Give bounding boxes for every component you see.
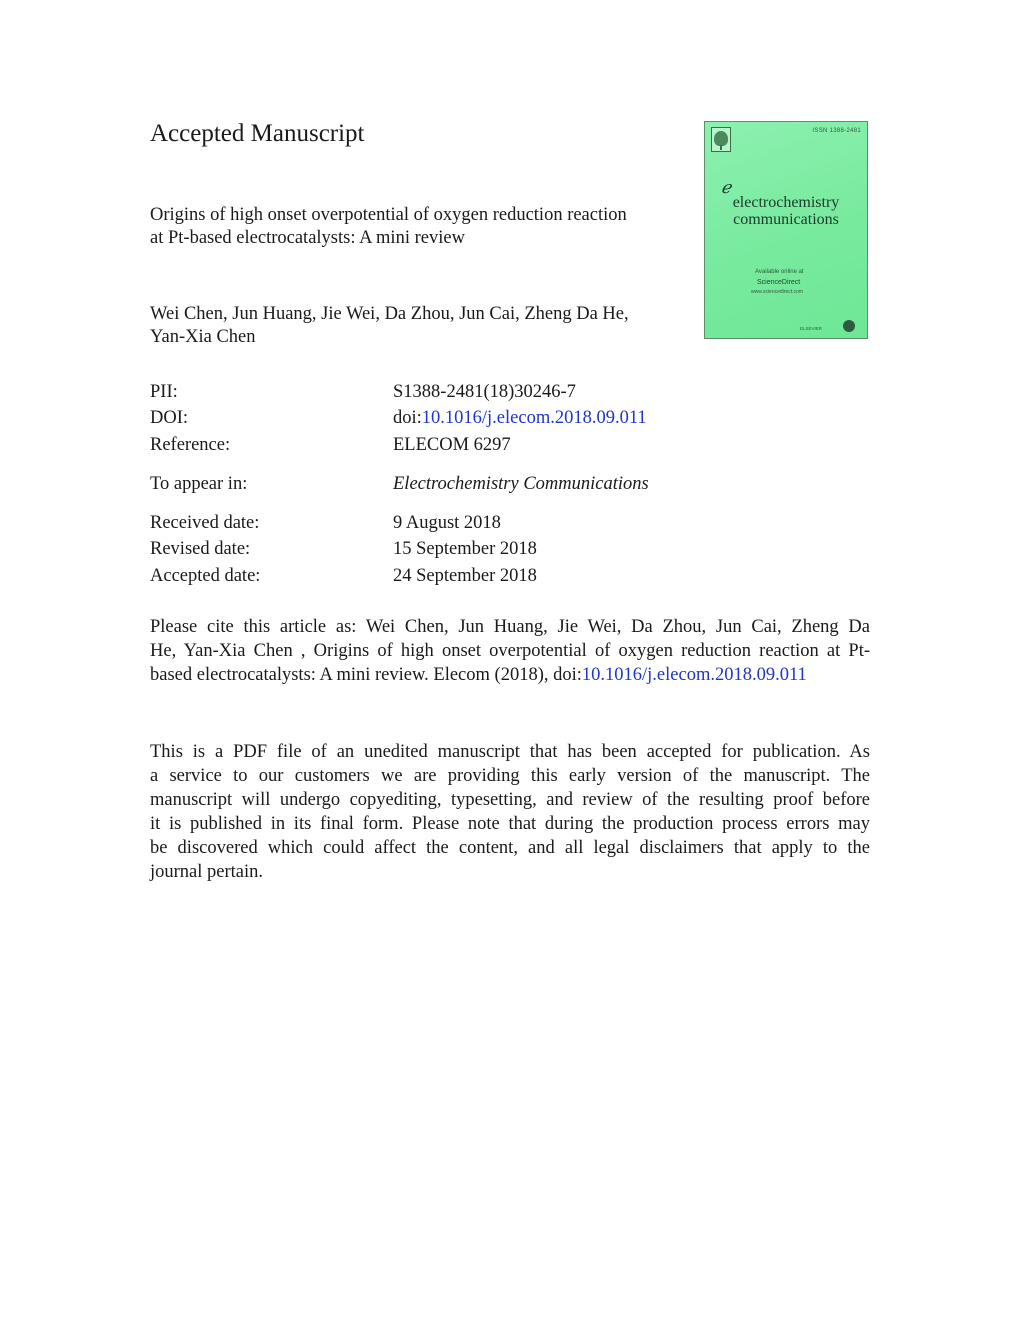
meta-row-doi (150, 406, 870, 430)
cover-journal-title-line: communications (733, 211, 839, 228)
publisher-logo-icon (711, 127, 731, 152)
meta-row-appear-in (150, 472, 870, 496)
article-title-line: at Pt-based electrocatalysts: A mini review (150, 228, 465, 248)
meta-label: Received date: (150, 513, 260, 533)
citation-line: Please cite this article as: Wei Chen, Jun Huang, Jie Wei, Da Zhou, Jun Cai, Zheng Da (150, 617, 870, 637)
page-heading: Accepted Manuscript (150, 120, 365, 147)
meta-label: DOI: (150, 408, 189, 428)
cover-available-online: Available online at (755, 269, 804, 275)
notice-line: be discovered which could affect the content, and all legal disclaimers that apply to the (150, 838, 870, 858)
notice-line: journal pertain. (150, 862, 264, 882)
cover-journal-title-line: electrochemistry (732, 194, 840, 211)
meta-row-accepted (150, 564, 870, 588)
meta-value: 24 September 2018 (393, 566, 537, 586)
article-title-line: Origins of high onset overpotential of oxygen reduction reaction (150, 205, 627, 225)
journal-cover-image (704, 121, 868, 339)
meta-value (393, 406, 647, 430)
meta-row-revised (150, 537, 870, 561)
citation-doi-link[interactable]: 10.1016/j.elecom.2018.09.011 (581, 665, 807, 685)
cover-sciencedirect: ScienceDirect (757, 279, 801, 286)
notice-paragraph (150, 740, 870, 884)
cover-website: www.sciencedirect.com (751, 289, 803, 295)
author-line: Wei Chen, Jun Huang, Jie Wei, Da Zhou, Jun Cai, Zheng Da He, (150, 304, 629, 324)
meta-label: Reference: (150, 435, 231, 455)
journal-emblem-icon: ℯ (721, 178, 732, 197)
meta-row-received (150, 511, 870, 535)
doi-prefix: doi: (393, 408, 422, 428)
cover-publisher-note: ELSEVIER (800, 326, 823, 331)
meta-label: PII: (150, 382, 178, 402)
notice-line: manuscript will undergo copyediting, typesetting, and review of the resulting proof before (150, 790, 870, 810)
notice-line: This is a PDF file of an unedited manuscript that has been accepted for publication. As (150, 742, 870, 762)
cover-issn: ISSN 1388-2481 (812, 128, 861, 134)
meta-label: To appear in: (150, 474, 248, 494)
doi-link[interactable]: 10.1016/j.elecom.2018.09.011 (421, 408, 647, 428)
article-title (150, 204, 690, 250)
citation-line (150, 663, 870, 687)
author-list (150, 303, 690, 349)
meta-label: Accepted date: (150, 566, 261, 586)
notice-line: a service to our customers we are providing this early version of the manuscript. The (150, 766, 870, 786)
meta-label: Revised date: (150, 539, 251, 559)
meta-value: 9 August 2018 (393, 513, 501, 533)
cover-seal-icon (843, 320, 855, 332)
meta-value: 15 September 2018 (393, 539, 537, 559)
meta-row-pii (150, 380, 870, 404)
author-line: Yan-Xia Chen (150, 327, 256, 347)
meta-value: ELECOM 6297 (393, 435, 511, 455)
notice-line: it is published in its final form. Please note that during the production process errors may (150, 814, 870, 834)
meta-row-reference (150, 433, 870, 457)
citation-line: He, Yan-Xia Chen , Origins of high onset overpotential of oxygen reduction reaction at Pt- (150, 641, 870, 661)
meta-value-journal: Electrochemistry Communications (393, 474, 649, 494)
citation-text: based electrocatalysts: A mini review. Elecom (2018), doi: (150, 665, 582, 685)
citation-paragraph (150, 615, 870, 687)
meta-value: S1388-2481(18)30246-7 (393, 382, 576, 402)
